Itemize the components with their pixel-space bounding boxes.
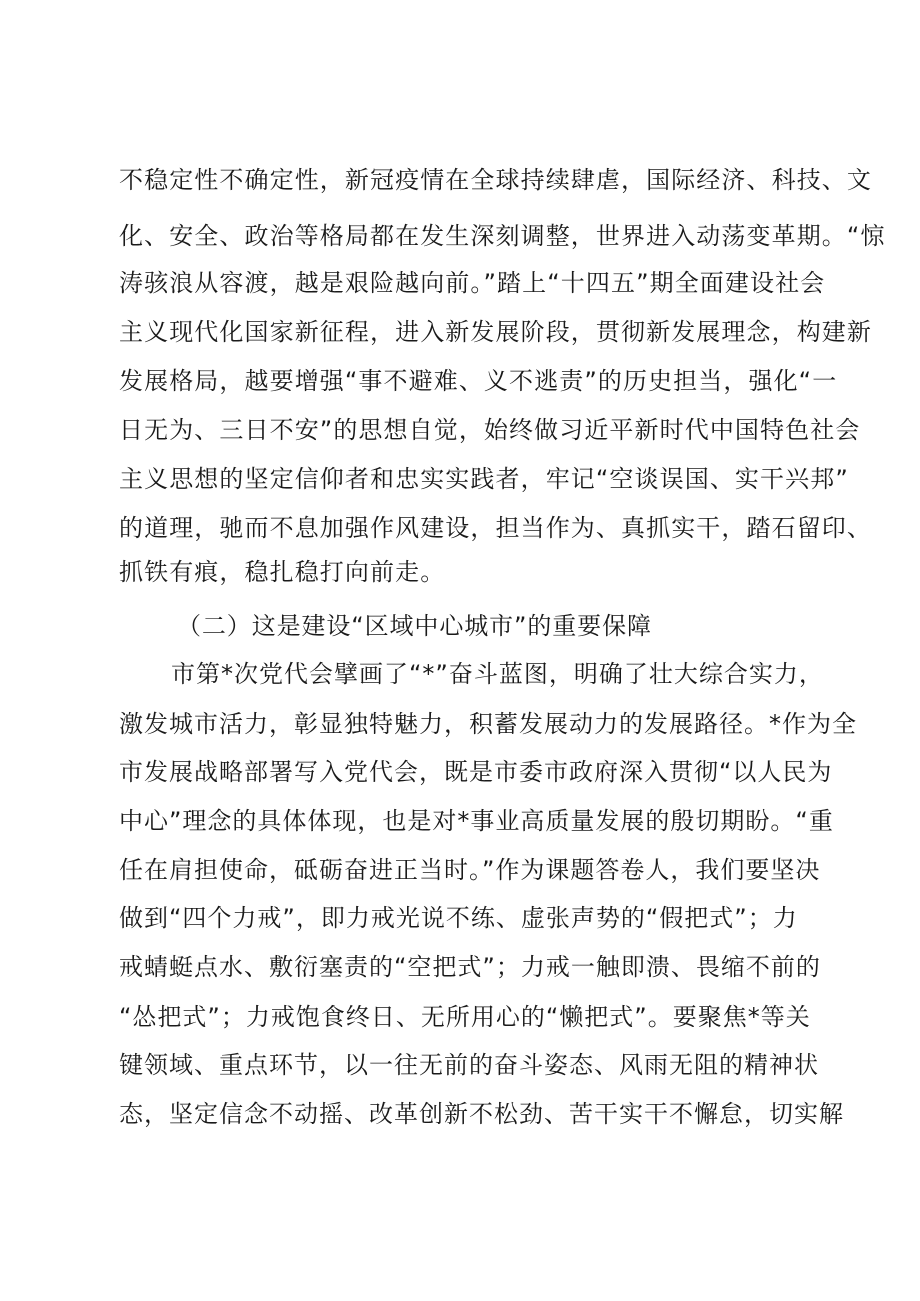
paragraph1-line: 主义思想的坚定信仰者和忠实实践者，牢记“空谈误国、实干兴邦” <box>119 465 849 493</box>
paragraph2-line: 态，坚定信念不动摇、改革创新不松劲、苦干实干不懈怠，切实解 <box>119 1100 844 1128</box>
paragraph2-line: “怂把式”；力戒饱食终日、无所用心的“懒把式”。要聚焦*等关 <box>119 1003 811 1031</box>
paragraph1-line: 不稳定性不确定性，新冠疫情在全球持续肆虐，国际经济、科技、文 <box>119 166 872 194</box>
paragraph2-line: 做到“四个力戒”，即力戒光说不练、虚张声势的“假把式”；力 <box>119 904 798 932</box>
paragraph2-line: 任在肩担使命，砥砺奋进正当时。”作为课题答卷人，我们要坚决 <box>119 856 821 884</box>
paragraph1-line: 日无为、三日不安”的思想自觉，始终做习近平新时代中国特色社会 <box>119 416 861 444</box>
section-heading: （二）这是建设“区域中心城市”的重要保障 <box>177 612 652 640</box>
paragraph2-line: 市发展战略部署写入党代会，既是市委市政府深入贯彻“以人民为 <box>119 758 833 786</box>
paragraph1-line: 涛骇浪从容渡，越是艰险越向前。”踏上“十四五”期全面建设社会 <box>119 269 826 297</box>
paragraph2-line: 激发城市活力，彰显独特魅力，积蓄发展动力的发展路径。*作为全 <box>119 710 857 738</box>
paragraph2-line: 中心”理念的具体体现，也是对*事业高质量发展的殷切期盼。“重 <box>119 807 834 835</box>
paragraph2-line: 市第*次党代会擘画了“*”奋斗蓝图，明确了壮大综合实力， <box>171 660 824 688</box>
paragraph1-line: 发展格局，越要增强“事不避难、义不逃责”的历史担当，强化“一 <box>119 367 838 395</box>
paragraph1-line: 主义现代化国家新征程，进入新发展阶段，贯彻新发展理念，构建新 <box>119 318 872 346</box>
paragraph1-line: 化、安全、政治等格局都在发生深刻调整，世界进入动荡变革期。“惊 <box>119 222 886 250</box>
paragraph2-line: 键领域、重点环节，以一往无前的奋斗姿态、风雨无阻的精神状 <box>119 1051 819 1079</box>
paragraph2-line: 戒蜻蜓点水、敷衍塞责的“空把式”；力戒一触即溃、畏缩不前的 <box>119 953 821 981</box>
paragraph1-line: 的道理，驰而不息加强作风建设，担当作为、真抓实干，踏石留印、 <box>119 514 872 542</box>
paragraph1-line: 抓铁有痕，稳扎稳打向前走。 <box>119 558 446 586</box>
